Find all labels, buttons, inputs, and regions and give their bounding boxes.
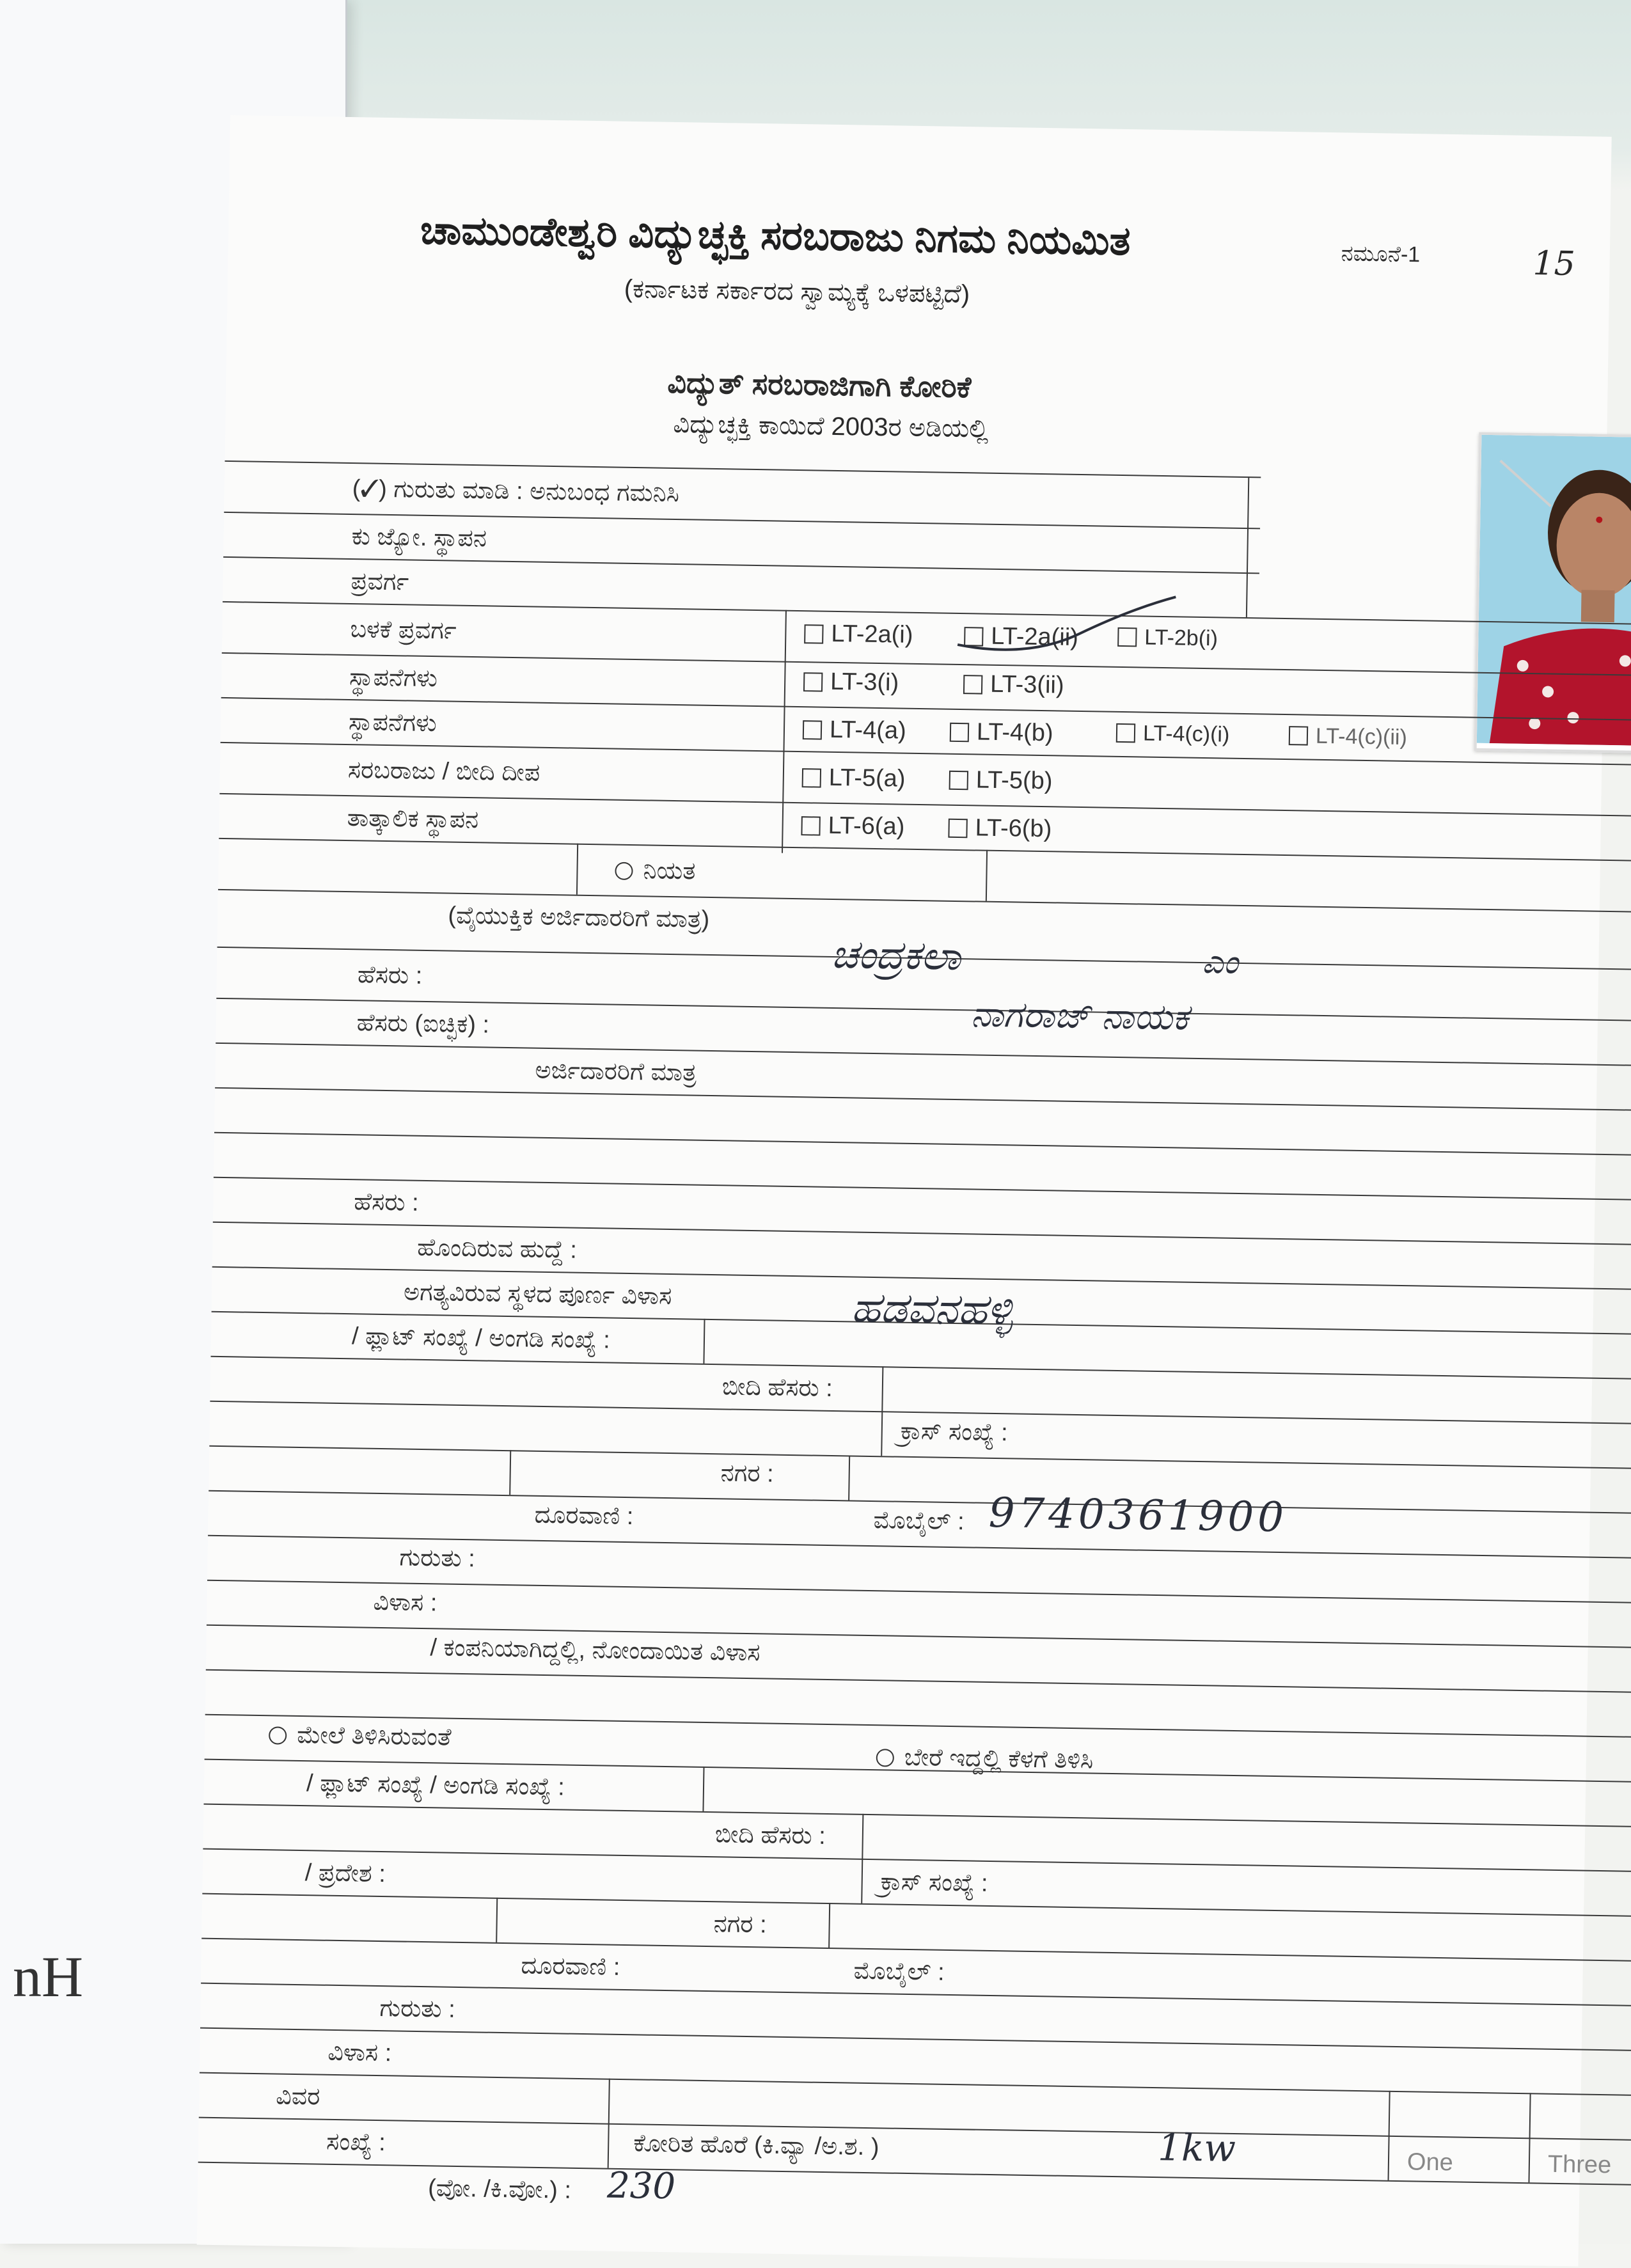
phone-label: ದೂರವಾಣಿ :: [534, 1501, 634, 1531]
phase-three-label: Three: [1547, 2150, 1612, 2179]
form-title: ವಿದ್ಯುತ್ ಸರಬರಾಜಿಗಾಗಿ ಕೋರಿಕೆ: [667, 365, 972, 404]
mobile-label: ಮೊಬೈಲ್ :: [873, 1507, 965, 1536]
tariff-checkbox[interactable]: LT-5(a): [802, 764, 906, 793]
radio-icon: [269, 1726, 287, 1744]
tariff-checkbox[interactable]: LT-4(b): [950, 718, 1053, 748]
voltage-value: 230: [606, 2164, 676, 2208]
tariff-checkbox[interactable]: LT-3(ii): [963, 670, 1064, 699]
phase-one-label: One: [1406, 2148, 1454, 2177]
checkbox-icon: [1289, 726, 1308, 745]
tariff-checkbox[interactable]: LT-2a(ii): [964, 622, 1078, 652]
same-as-above-radio[interactable]: ಮೇಲೆ ತಿಳಿಸಿರುವಂತೆ: [269, 1721, 452, 1751]
father-name: ನಾಗರಾಜ್ ನಾಯಕ: [970, 993, 1189, 1039]
street-label-2: ಬೀದಿ ಹೆಸರು :: [714, 1821, 826, 1850]
handwritten-address: ಹಡವನಹಳ್ಳಿ: [851, 1282, 1014, 1335]
email-label: ವಿಳಾಸ :: [373, 1588, 437, 1617]
house-number-label: / ಫ್ಲಾಟ್ ಸಂಖ್ಯೆ / ಅಂಗಡಿ ಸಂಖ್ಯೆ :: [351, 1323, 611, 1354]
registered-address-label: / ಕಂಪನಿಯಾಗಿದ್ದಲ್ಲಿ, ನೋಂದಾಯಿತ ವಿಳಾಸ: [430, 1634, 760, 1667]
city-label: ನಗರ :: [720, 1460, 774, 1488]
checkbox-icon: [949, 771, 968, 790]
org-subtitle: (ಕರ್ನಾಟಕ ಸರ್ಕಾರದ ಸ್ವಾಮ್ಯಕ್ಕೆ ಒಳಪಟ್ಟಿದೆ): [624, 274, 970, 309]
checkbox-icon: [802, 768, 821, 787]
temporary-label: ತಾತ್ಕಾಲಿಕ ಸ್ಥಾಪನ: [347, 805, 479, 834]
radio-icon: [615, 862, 633, 880]
mobile-number: 9740361900: [988, 1489, 1288, 1542]
full-address-label: ಅಗತ್ಯವಿರುವ ಸ್ಥಳದ ಪೂರ್ಣ ವಿಳಾಸ: [403, 1279, 672, 1311]
city-label-2: ನಗರ :: [713, 1910, 767, 1939]
usage-label: ಬಳಕೆ ಪ್ರವರ್ಗ: [350, 616, 457, 645]
checkbox-icon: [950, 723, 969, 742]
application-form-sheet: [197, 115, 1612, 2267]
checkbox-icon: [803, 672, 823, 691]
water-supply-label: ಸರಬರಾಜು / ಬೀದಿ ದೀಪ: [347, 757, 540, 787]
form-number: ನಮೂನೆ-1: [1341, 241, 1421, 267]
applicant-name: ಚಂದ್ರಕಲಾ: [830, 930, 961, 980]
name-label: ಹೆಸರು :: [357, 961, 423, 989]
radio-icon: [876, 1749, 894, 1767]
checkbox-icon: [1116, 723, 1135, 743]
applicant-initial: ಎಂ: [1201, 943, 1239, 982]
applicant-photo: [1474, 432, 1631, 755]
phone-label-2: ದೂರವಾಣಿ :: [521, 1952, 620, 1981]
institutions-label: ಸ್ಥಾಪನೆಗಳು: [349, 664, 438, 693]
margin-handwriting: nH: [13, 1946, 83, 2009]
tariff-checkbox[interactable]: LT-6(b): [948, 814, 1052, 844]
region-label-2: / ಪ್ರದೇಶ :: [304, 1859, 386, 1888]
load-value: 1kw: [1157, 2125, 1236, 2171]
industry-label: ಸ್ಥಾಪನೆಗಳು: [348, 709, 437, 737]
tariff-checkbox[interactable]: LT-5(b): [949, 766, 1052, 796]
tariff-checkbox[interactable]: LT-3(i): [803, 668, 899, 697]
email-label-2: ವಿಳಾಸ :: [327, 2038, 392, 2067]
company-header: ಅರ್ಜಿದಾರರಿಗೆ ಮಾತ್ರ: [535, 1057, 697, 1087]
installation-label: ಕು ಜ್ಯೋ. ಸ್ಥಾಪನ: [351, 523, 487, 553]
org-title: ಚಾಮುಂಡೇಶ್ವರಿ ವಿದ್ಯುಚ್ಛಕ್ತಿ ಸರಬರಾಜು ನಿಗಮ ನಿಯಮಿತ: [420, 208, 1131, 264]
street-label: ಬೀದಿ ಹೆಸರು :: [721, 1373, 833, 1403]
details-label: ವಿವರ: [276, 2083, 320, 2111]
checkbox-icon: [948, 819, 967, 838]
personal-header: (ವೈಯುಕ್ತಿಕ ಅರ್ಜಿದಾರರಿಗೆ ಮಾತ್ರ): [448, 902, 710, 933]
house-number-label-2: / ಫ್ಲಾಟ್ ಸಂಖ್ಯೆ / ಅಂಗಡಿ ಸಂಖ್ಯೆ :: [306, 1770, 565, 1801]
checkbox-icon: [801, 816, 820, 835]
pen-mark-icon: [951, 587, 1183, 668]
category-label: ಪ್ರವರ್ಗ: [351, 568, 409, 596]
father-label: ಹೆಸರು (ಐಚ್ಛಿಕ) :: [356, 1009, 490, 1039]
page-mark: 15: [1533, 244, 1576, 284]
tariff-checkbox[interactable]: LT-4(c)(ii): [1289, 723, 1407, 750]
if-different-radio[interactable]: ಬೇರೆ ಇದ್ದಲ್ಲಿ ಕೆಳಗೆ ತಿಳಿಸಿ: [876, 1744, 1093, 1774]
company-name-label: ಹೆಸರು :: [354, 1188, 419, 1217]
cross-label: ಕ್ರಾಸ್ ಸಂಖ್ಯೆ :: [900, 1417, 1008, 1447]
mobile-label-2: ಮೊಬೈಲ್ :: [853, 1957, 945, 1986]
tick-note: (✓) ಗುರುತು ಮಾಡಿ : ಅನುಬಂಧ ಗಮನಿಸಿ: [352, 475, 680, 508]
company-role-label: ಹೊಂದಿರುವ ಹುದ್ದೆ :: [416, 1234, 578, 1264]
portrait-image: [1477, 435, 1631, 747]
permanent-radio[interactable]: ನಿಯತ: [615, 857, 696, 886]
tariff-checkbox[interactable]: LT-2b(i): [1117, 625, 1218, 651]
checkbox-icon: [804, 624, 823, 643]
voltage-label: (ವೋ. /ಕಿ.ವೋ.) :: [427, 2175, 572, 2204]
checkbox-icon: [963, 675, 982, 694]
load-label: ಕೋರಿತ ಹೊರೆ (ಕಿ.ವ್ಯಾ /ಅ.ಶ. ): [633, 2130, 879, 2161]
tariff-checkbox[interactable]: LT-2a(i): [804, 620, 913, 649]
checkbox-icon: [803, 720, 822, 739]
id-label: ಗುರುತು :: [399, 1544, 476, 1573]
cross-label-2: ಕ್ರಾಸ್ ಸಂಖ್ಯೆ :: [880, 1868, 988, 1897]
tariff-checkbox[interactable]: LT-6(a): [801, 812, 904, 841]
tariff-checkbox[interactable]: LT-4(c)(i): [1116, 721, 1230, 748]
tariff-checkbox[interactable]: LT-4(a): [803, 716, 906, 745]
count-label: ಸಂಖ್ಯೆ :: [326, 2128, 386, 2157]
form-subtitle: ವಿದ್ಯುಚ್ಛಕ್ತಿ ಕಾಯಿದೆ 2003ರ ಅಡಿಯಲ್ಲಿ: [673, 409, 989, 443]
id-label-2: ಗುರುತು :: [379, 1995, 456, 2023]
